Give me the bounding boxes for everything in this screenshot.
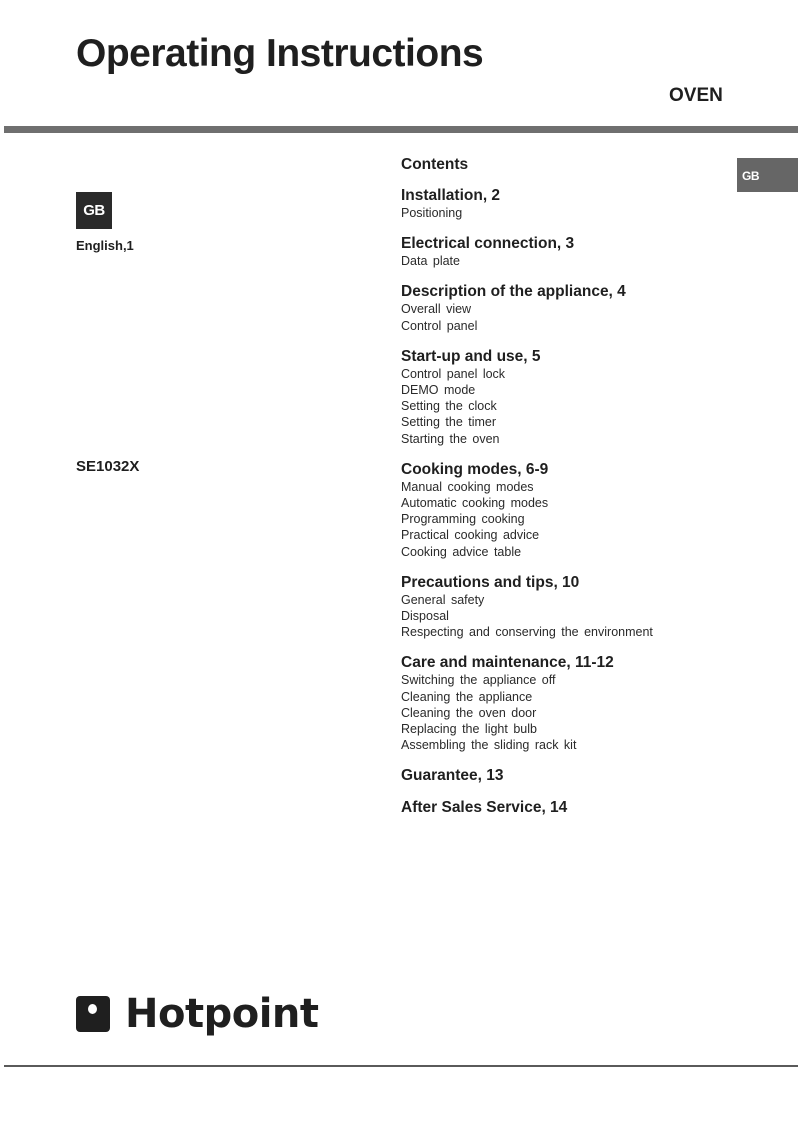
- document-title: Operating Instructions: [76, 32, 484, 75]
- section-title[interactable]: Guarantee, 13: [401, 767, 504, 785]
- section-item[interactable]: Positioning: [401, 206, 463, 220]
- section-item[interactable]: Cleaning the oven door: [401, 705, 537, 720]
- footer-divider: [4, 1065, 798, 1067]
- section-item[interactable]: Data plate: [401, 254, 460, 269]
- language-side-tab[interactable]: GB: [737, 158, 798, 192]
- section-items: [401, 253, 731, 269]
- section-items: [401, 592, 731, 641]
- contents-section: [401, 798, 731, 817]
- section-item[interactable]: Control panel lock: [401, 366, 506, 381]
- brand-name: Hotpoint: [125, 991, 319, 1037]
- section-item[interactable]: Control panel: [401, 318, 478, 333]
- product-type: OVEN: [669, 85, 723, 106]
- section-items: [401, 479, 731, 560]
- contents-section: [401, 766, 731, 785]
- brand-logo: [76, 991, 319, 1037]
- section-item[interactable]: Manual cooking modes: [401, 479, 534, 494]
- contents-section: [401, 186, 731, 221]
- section-items: [401, 366, 731, 447]
- section-title[interactable]: Cooking modes, 6-9: [401, 460, 549, 478]
- section-item[interactable]: General safety: [401, 592, 485, 607]
- contents-section: [401, 347, 731, 447]
- section-item[interactable]: Programming cooking: [401, 512, 525, 527]
- model-number: SE1032X: [76, 458, 140, 475]
- section-item[interactable]: Cleaning the appliance: [401, 689, 533, 704]
- contents-sections: [401, 186, 731, 817]
- section-items: [401, 205, 731, 221]
- section-items: [401, 672, 731, 753]
- section-title[interactable]: Start-up and use, 5: [401, 347, 541, 365]
- section-item[interactable]: Practical cooking advice: [401, 528, 540, 543]
- language-badge: GB: [76, 192, 112, 229]
- section-item[interactable]: Overall view: [401, 302, 472, 317]
- section-item[interactable]: DEMO mode: [401, 383, 476, 398]
- contents-section: [401, 573, 731, 641]
- section-item[interactable]: Replacing the light bulb: [401, 722, 537, 737]
- section-item[interactable]: Disposal: [401, 609, 449, 624]
- section-title[interactable]: After Sales Service, 14: [401, 799, 568, 817]
- section-item[interactable]: Setting the timer: [401, 415, 497, 430]
- section-title[interactable]: Description of the appliance, 4: [401, 283, 626, 301]
- header-divider: [4, 126, 798, 133]
- section-title[interactable]: Care and maintenance, 11-12: [401, 654, 614, 672]
- contents-section: [401, 460, 731, 560]
- section-item[interactable]: Automatic cooking modes: [401, 496, 549, 511]
- section-title[interactable]: Precautions and tips, 10: [401, 573, 580, 591]
- table-of-contents: [401, 155, 731, 830]
- contents-section: [401, 282, 731, 333]
- contents-section: [401, 653, 731, 753]
- section-title[interactable]: Installation, 2: [401, 187, 501, 204]
- section-item[interactable]: Cooking advice table: [401, 544, 522, 559]
- section-item[interactable]: Assembling the sliding rack kit: [401, 738, 577, 753]
- contents-section: [401, 234, 731, 269]
- section-items: [401, 301, 731, 333]
- contents-heading: Contents: [401, 156, 469, 173]
- section-item[interactable]: Switching the appliance off: [401, 673, 556, 688]
- section-item[interactable]: Setting the clock: [401, 399, 497, 414]
- section-title[interactable]: Electrical connection, 3: [401, 235, 575, 253]
- section-item[interactable]: Starting the oven: [401, 431, 500, 446]
- language-link-english[interactable]: English,1: [76, 238, 134, 253]
- hotpoint-logo-mark-icon: [76, 996, 110, 1032]
- section-item[interactable]: Respecting and conserving the environment: [401, 625, 653, 640]
